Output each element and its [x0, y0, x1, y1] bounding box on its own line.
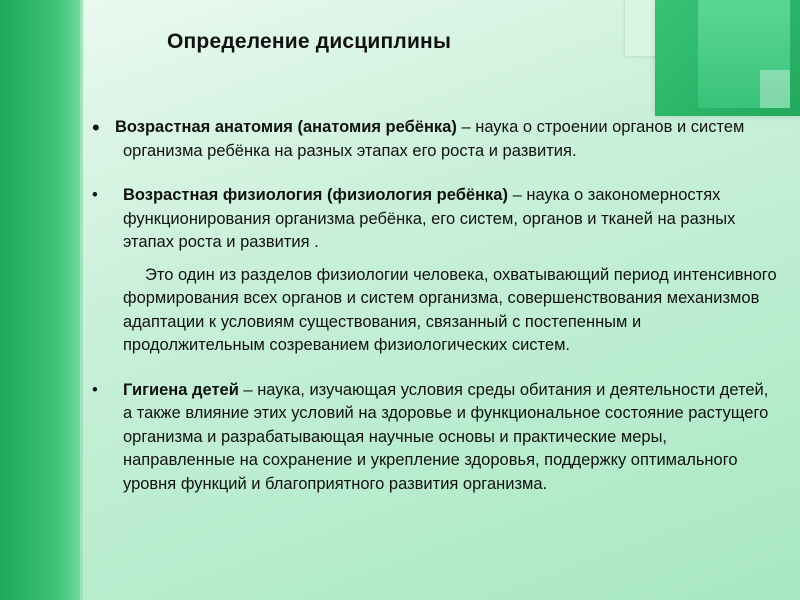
definition-age-physiology: – наука о закономерностях функционирования организма ребёнка, его систем, органов и тканей на разных этапах роста и развития .	[123, 186, 736, 251]
decorative-square-faint	[760, 70, 790, 108]
left-bar-edge	[80, 0, 83, 600]
item-text	[123, 184, 782, 255]
bullet-icon: •	[92, 186, 98, 204]
term-child-hygiene: Гигиена детей	[123, 380, 239, 399]
term-age-physiology: Возрастная физиология (физиология ребёнка)	[123, 186, 508, 204]
item-text	[123, 379, 782, 497]
physiology-note: Это один из разделов физиологии человека, охватывающий период интенсивного формирования всех органов и систем организма, совершенствования механизмов адаптации к условиям существования, связанный с постепенным и продолжительным созреванием физиологических систем.	[123, 265, 777, 354]
slide-content	[92, 116, 782, 517]
bullet-icon: •	[92, 380, 98, 399]
list-item-child-hygiene	[92, 379, 782, 497]
slide-title: Определение дисциплины	[167, 30, 452, 53]
item-text	[115, 116, 782, 163]
list-item-age-anatomy	[92, 116, 782, 163]
left-decorative-bar	[0, 0, 80, 600]
term-age-anatomy: Возрастная анатомия (анатомия ребёнка)	[115, 118, 457, 136]
definition-age-anatomy: – наука о строении органов и систем организма ребёнка на разных этапах его роста и развития.	[123, 118, 745, 160]
list-item-age-physiology	[92, 184, 782, 255]
definition-child-hygiene: – наука, изучающая условия среды обитания и деятельности детей, а также влияние этих условий на здоровье и функциональное состояние растущего организма и разрабатывающая научные основы и практические меры, направленные на сохранение и укрепление здоровья, поддержку оптимального уровня функций и благоприятного развития организма.	[123, 380, 769, 493]
bullet-icon: •	[92, 115, 100, 140]
